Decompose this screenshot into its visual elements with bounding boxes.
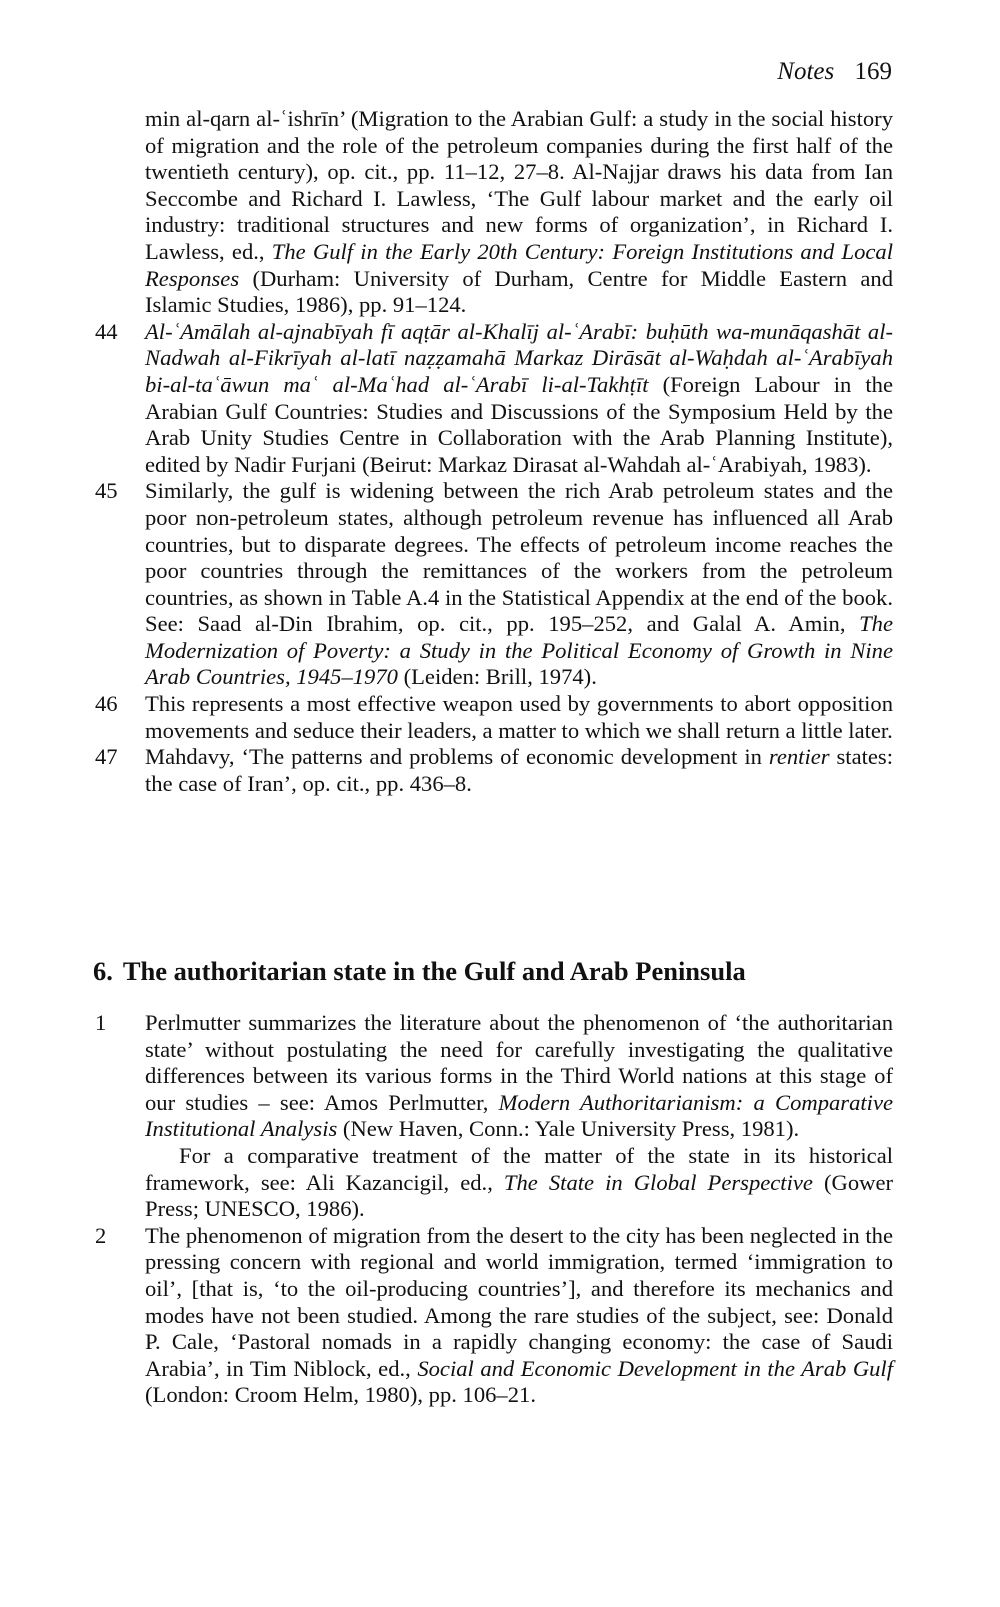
note-continued [145,106,893,319]
running-head [777,58,892,86]
text-run: (Leiden: Brill, 1974). [397,664,597,690]
note-paragraph [145,744,893,797]
text-run: Mahdavy, ‘The patterns and problems of economic development in [145,744,769,770]
note-2 [95,1222,893,1409]
italic-title: The State in Global Perspective [503,1169,813,1195]
italic-title: Social and Economic Development in the Arab Gulf [417,1355,893,1381]
text-run: (Foreign Labour in the Arabian Gulf Countries: Studies and Discussions of the Symposium Held by the Arab Unity Studies Centre in Collaboration with the Arab Planning Institute), edited by Nadir Furjani (Beirut: Markaz Dirasat al-Wahdah al-ʿArabiyah, 1983). [145,371,893,477]
text-run: The phenomenon of migration from the desert to the city has been neglected in the pressing concern with regional and world immigration, termed ‘immigration to oil’, [that is, ‘to the oil-producing countries’], and therefore its mechanics and modes have not been studied. Among the rare studies of the subject, see: Donald P. Cale, ‘Pastoral nomads in a rapidly changing economy: the case of Saudi Arabia’, in Tim Niblock, ed., [145,1222,893,1381]
text-run: (Gower Press; UNESCO, 1986). [145,1169,893,1222]
text-run: (Durham: University of Durham, Centre for Middle Eastern and Islamic Studies, 1986), pp. 91–124. [145,265,893,318]
note-paragraph [145,1143,893,1223]
note-paragraph [145,478,893,691]
italic-title: rentier [768,744,830,770]
text-run: For a comparative treatment of the matter of the state in its historical framework, see: Ali Kazancigil, ed., [145,1142,893,1195]
note-paragraph [145,1223,893,1409]
italic-title: The Gulf in the Early 20th Century: Foreign Institutions and Local Responses [145,238,894,291]
running-head-section: Notes [777,58,835,85]
italic-title: The Modernization of Poverty: a Study in the Political Economy of Growth in Nine Arab Countries, 1945–1970 [145,611,893,690]
text-run: min al-qarn al-ʿishrīn’ (Migration to the Arabian Gulf: a study in the social history of migration and the role of the petroleum companies during the first half of the twentieth century), op. cit., pp. 11–12, 27–8. Al-Najjar draws his data from Ian Seccombe and Richard I. Lawless, ‘The Gulf labour market and the early oil industry: traditional structures and new forms of organization’, in Richard I. Lawless, ed., [145,106,893,264]
note-paragraph [145,319,893,479]
note-number: 1 [95,1010,107,1035]
italic-title: Al-ʿAmālah al-ajnabīyah fī aqṭār al-Khalīj al-ʿArabī: buḥūth wa-munāqashāt al-Nadwah al-Fikrīyah al-latī naẓẓamahā Markaz Dirāsāt al-Waḥdah al-ʿArabīyah bi-al-taʿāwun maʿ al-Maʿhad al-ʿArabī li-al-Takhṭīt [145,318,893,397]
text-run: (New Haven, Conn.: Yale University Press, 1981). [337,1116,800,1142]
page-number: 169 [854,58,892,85]
note-number: 47 [95,744,118,770]
text-run: This represents a most effective weapon used by governments to abort opposition movements and seduce their leaders, a matter to which we shall return a little later. [145,691,893,743]
italic-title: Modern Authoritarianism: a Comparative Institutional Analysis [145,1089,894,1142]
notes-list-chapter-6 [0,1010,1000,1409]
note-44 [95,318,893,479]
section-title-text: The authoritarian state in the Gulf and Arab Peninsula [122,956,746,986]
note-number: 45 [95,478,118,504]
note-47 [95,744,893,797]
text-run: Perlmutter summarizes the literature about the phenomenon of ‘the authoritarian state’ without postulating the need for carefully investigating the qualitative differences between its various forms in the Third World nations at this stage of our studies – see: Amos Perlmutter, [145,1010,893,1115]
text-run: states: the case of Iran’, op. cit., pp. 436–8. [145,744,893,796]
note-paragraph [145,1010,893,1143]
section-heading [93,956,746,987]
note-paragraph [145,106,893,319]
note-45 [95,478,893,691]
note-number: 2 [95,1222,107,1248]
section-number: 6. [93,956,113,986]
note-paragraph [145,691,893,744]
text-run: Similarly, the gulf is widening between the rich Arab petroleum states and the poor non-petroleum states, although petroleum revenue has influenced all Arab countries, but to disparate degrees. The effects of petroleum income reaches the poor countries through the remittances of the workers from the petroleum countries, as shown in Table A.4 in the Statistical Appendix at the end of the book. See: Saad al-Din Ibrahim, op. cit., pp. 195–252, and Galal A. Amin, [145,478,893,637]
note-number: 46 [95,691,118,717]
note-1 [95,1010,894,1223]
text-run: (London: Croom Helm, 1980), pp. 106–21. [145,1382,536,1408]
note-46 [95,691,893,744]
notes-list-chapter-5 [0,106,1000,797]
note-number: 44 [95,318,118,344]
